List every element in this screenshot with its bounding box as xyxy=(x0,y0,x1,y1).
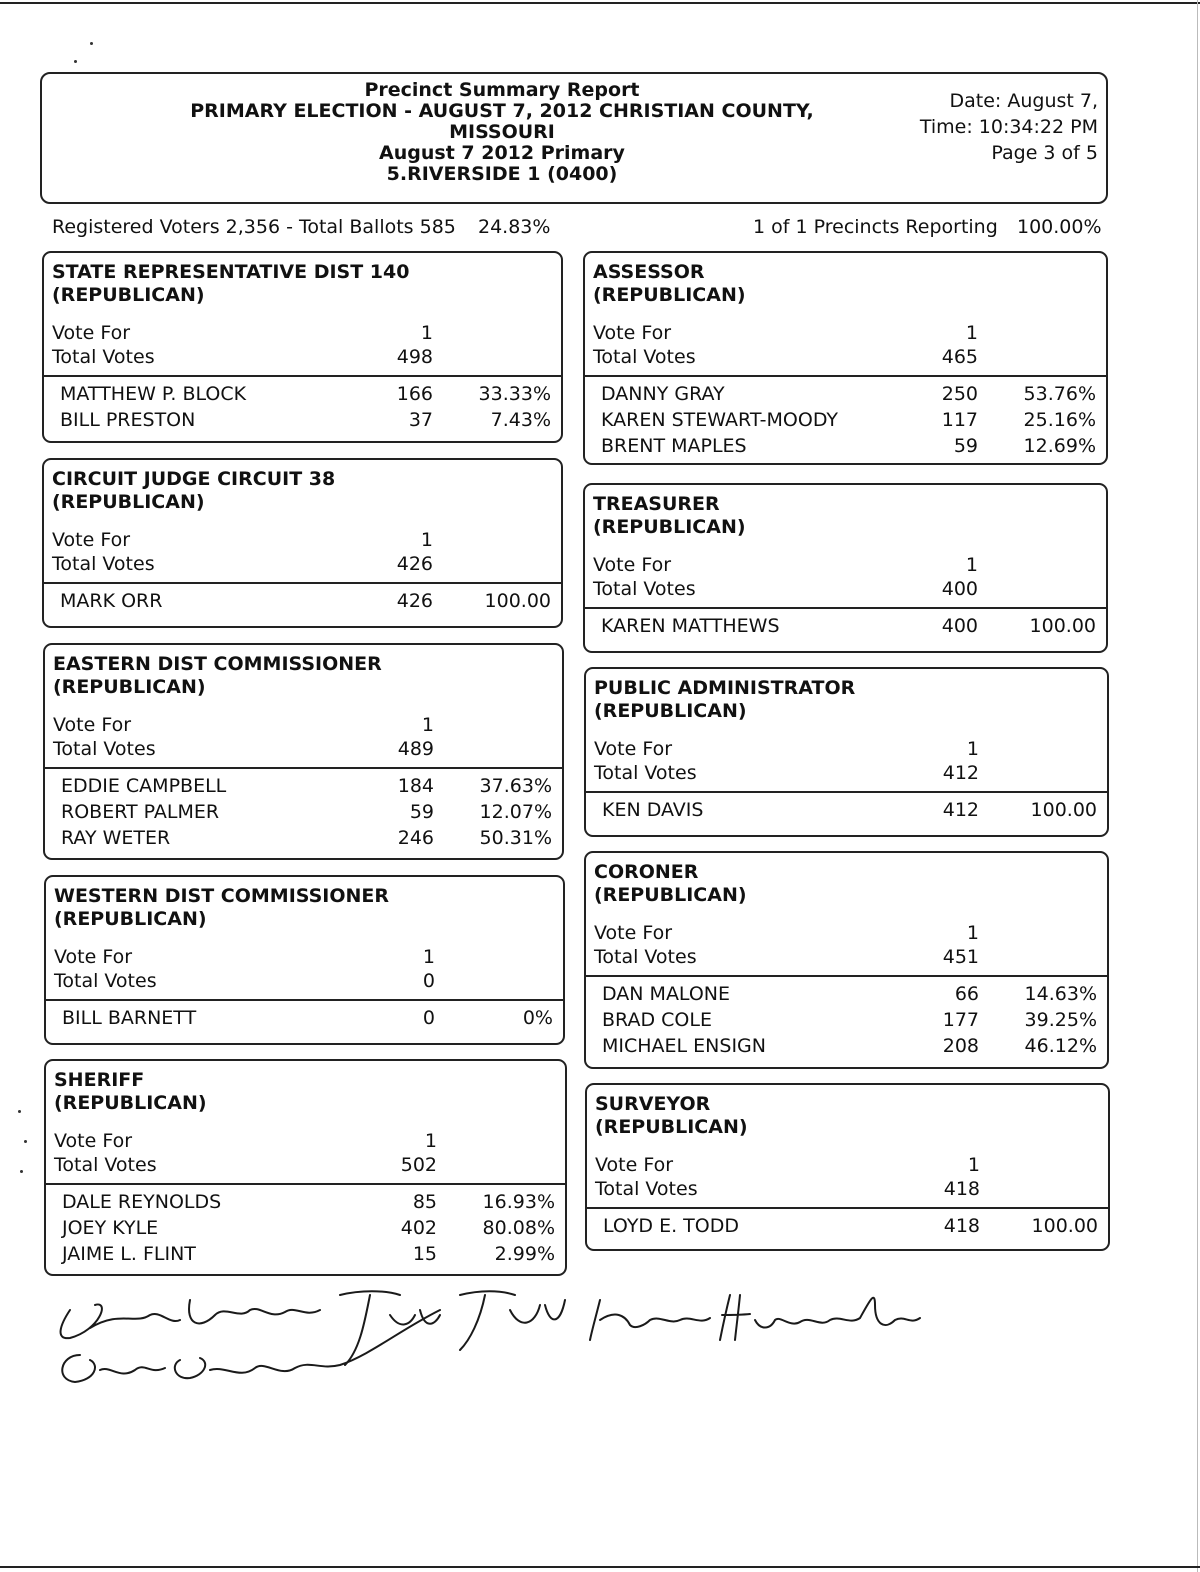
page-number: Page 3 of 5 xyxy=(991,142,1098,164)
contest-title xyxy=(593,261,1106,307)
candidate-row xyxy=(586,1033,1107,1059)
candidate-votes: 426 xyxy=(396,590,433,612)
candidate-percent: 16.93% xyxy=(482,1191,555,1213)
candidate-votes: 177 xyxy=(942,1009,979,1031)
candidate-row xyxy=(45,799,562,825)
contest-office: TREASURER xyxy=(593,493,720,515)
contest-party: (REPUBLICAN) xyxy=(594,884,747,906)
vote-for-value: 1 xyxy=(966,738,979,760)
contest-office: CIRCUIT JUDGE CIRCUIT 38 xyxy=(52,468,336,490)
contest-party: (REPUBLICAN) xyxy=(593,284,746,306)
total-votes-label: Total Votes xyxy=(594,946,697,968)
candidate-row xyxy=(587,1213,1108,1239)
contest-state-representative xyxy=(42,251,563,443)
candidate-votes: 402 xyxy=(400,1217,437,1239)
vote-for-label: Vote For xyxy=(595,1154,674,1176)
candidate-list xyxy=(586,977,1107,1065)
contest-meta xyxy=(587,1153,1108,1201)
candidate-row xyxy=(46,1005,563,1031)
total-votes-value: 498 xyxy=(396,346,433,368)
total-votes-label: Total Votes xyxy=(593,578,696,600)
vote-for-value: 1 xyxy=(424,1130,437,1152)
contest-party: (REPUBLICAN) xyxy=(54,1092,207,1114)
candidate-row xyxy=(44,407,561,433)
report-header xyxy=(40,72,1108,204)
contest-office: CORONER xyxy=(594,861,699,883)
candidate-percent: 37.63% xyxy=(479,775,552,797)
vote-for-value: 1 xyxy=(420,529,433,551)
total-votes-row xyxy=(586,945,1107,969)
vote-for-row xyxy=(44,528,561,552)
contest-title xyxy=(54,885,563,931)
vote-for-value: 1 xyxy=(965,322,978,344)
candidate-row xyxy=(585,433,1106,459)
registered-voters-summary: Registered Voters 2,356 - Total Ballots 585 xyxy=(52,216,456,238)
contest-western-dist-commissioner xyxy=(44,875,565,1045)
total-votes-row xyxy=(586,761,1107,785)
contest-circuit-judge xyxy=(42,458,563,628)
contest-office: PUBLIC ADMINISTRATOR xyxy=(594,677,856,699)
total-votes-row xyxy=(46,969,563,993)
contest-party: (REPUBLICAN) xyxy=(52,491,205,513)
candidate-votes: 412 xyxy=(942,799,979,821)
page-border-top xyxy=(0,2,1200,4)
contest-sheriff xyxy=(44,1059,567,1276)
vote-for-value: 1 xyxy=(966,922,979,944)
candidate-percent: 100.00 xyxy=(1030,799,1097,821)
total-votes-row xyxy=(44,552,561,576)
candidate-name: RAY WETER xyxy=(61,827,171,849)
vote-for-row xyxy=(585,553,1106,577)
candidate-row xyxy=(46,1241,565,1267)
candidate-percent: 100.00 xyxy=(1031,1215,1098,1237)
total-votes-value: 418 xyxy=(943,1178,980,1200)
candidate-row xyxy=(45,773,562,799)
total-votes-row xyxy=(45,737,562,761)
contest-office: ASSESSOR xyxy=(593,261,705,283)
candidate-votes: 166 xyxy=(396,383,433,405)
vote-for-value: 1 xyxy=(965,554,978,576)
contest-title xyxy=(594,677,1107,723)
vote-for-row xyxy=(46,945,563,969)
page-border-right xyxy=(1197,0,1198,1572)
contest-office: SHERIFF xyxy=(54,1069,145,1091)
contest-party: (REPUBLICAN) xyxy=(593,516,746,538)
candidate-percent: 39.25% xyxy=(1024,1009,1097,1031)
candidate-row xyxy=(46,1215,565,1241)
candidate-percent: 53.76% xyxy=(1023,383,1096,405)
total-votes-value: 451 xyxy=(942,946,979,968)
candidate-percent: 2.99% xyxy=(494,1243,555,1265)
candidate-row xyxy=(45,825,562,851)
candidate-name: MICHAEL ENSIGN xyxy=(602,1035,766,1057)
candidate-name: BRENT MAPLES xyxy=(601,435,747,457)
contest-title xyxy=(52,468,561,514)
contest-party: (REPUBLICAN) xyxy=(53,676,206,698)
candidate-name: ROBERT PALMER xyxy=(61,801,220,823)
candidate-votes: 246 xyxy=(397,827,434,849)
candidate-name: LOYD E. TODD xyxy=(603,1215,740,1237)
candidate-percent: 80.08% xyxy=(482,1217,555,1239)
contest-office: SURVEYOR xyxy=(595,1093,711,1115)
signature-karren-householder xyxy=(590,1295,920,1340)
signatures xyxy=(40,1270,940,1410)
candidate-percent: 12.07% xyxy=(479,801,552,823)
candidate-percent: 50.31% xyxy=(479,827,552,849)
candidate-name: DANNY GRAY xyxy=(601,383,725,405)
contest-meta xyxy=(46,945,563,993)
vote-for-label: Vote For xyxy=(54,946,133,968)
total-votes-label: Total Votes xyxy=(52,346,155,368)
contest-public-administrator xyxy=(584,667,1109,837)
total-votes-row xyxy=(587,1177,1108,1201)
candidate-votes: 250 xyxy=(941,383,978,405)
candidate-row xyxy=(44,588,561,614)
contest-meta xyxy=(585,553,1106,601)
candidate-votes: 15 xyxy=(412,1243,437,1265)
candidate-percent: 46.12% xyxy=(1024,1035,1097,1057)
candidate-name: DAN MALONE xyxy=(602,983,731,1005)
precincts-reporting: 1 of 1 Precincts Reporting xyxy=(753,216,998,238)
vote-for-row xyxy=(45,713,562,737)
candidate-votes: 37 xyxy=(408,409,433,431)
candidate-list xyxy=(44,584,561,620)
header-title-block xyxy=(42,80,962,185)
candidate-list xyxy=(585,609,1106,645)
contest-meta xyxy=(44,528,561,576)
candidate-name: BILL PRESTON xyxy=(60,409,196,431)
candidate-list xyxy=(44,377,561,439)
candidate-name: KEN DAVIS xyxy=(602,799,704,821)
vote-for-row xyxy=(586,737,1107,761)
signature-lisa-russell xyxy=(61,1300,320,1338)
vote-for-value: 1 xyxy=(420,322,433,344)
report-date: Date: August 7, xyxy=(949,90,1098,112)
contest-title xyxy=(54,1069,565,1115)
precincts-reporting-percent: 100.00% xyxy=(1017,216,1102,238)
candidate-list xyxy=(46,1185,565,1273)
candidate-name: KAREN MATTHEWS xyxy=(601,615,780,637)
candidate-row xyxy=(44,381,561,407)
candidate-name: KAREN STEWART-MOODY xyxy=(601,409,839,431)
candidate-row xyxy=(585,407,1106,433)
vote-for-label: Vote For xyxy=(594,922,673,944)
report-title: Precinct Summary Report xyxy=(364,79,640,101)
signature-carla-ezell xyxy=(62,1310,440,1382)
total-votes-value: 412 xyxy=(942,762,979,784)
candidate-name: JAIME L. FLINT xyxy=(62,1243,196,1265)
candidate-votes: 59 xyxy=(409,801,434,823)
candidate-name: BRAD COLE xyxy=(602,1009,712,1031)
candidate-name: JOEY KYLE xyxy=(62,1217,159,1239)
contest-title xyxy=(53,653,562,699)
contest-office: STATE REPRESENTATIVE DIST 140 xyxy=(52,261,410,283)
total-votes-label: Total Votes xyxy=(54,970,157,992)
contest-meta xyxy=(46,1129,565,1177)
candidate-votes: 59 xyxy=(953,435,978,457)
vote-for-label: Vote For xyxy=(594,738,673,760)
candidate-votes: 0 xyxy=(422,1007,435,1029)
candidate-list xyxy=(585,377,1106,465)
candidate-row xyxy=(585,381,1106,407)
election-title: PRIMARY ELECTION - AUGUST 7, 2012 CHRISTIAN COUNTY, xyxy=(190,100,814,122)
candidate-percent: 100.00 xyxy=(1029,615,1096,637)
candidate-list xyxy=(46,1001,563,1037)
contest-meta xyxy=(585,321,1106,369)
candidate-name: BILL BARNETT xyxy=(62,1007,197,1029)
total-votes-value: 489 xyxy=(397,738,434,760)
candidate-name: MARK ORR xyxy=(60,590,163,612)
candidate-name: DALE REYNOLDS xyxy=(62,1191,222,1213)
candidate-percent: 25.16% xyxy=(1023,409,1096,431)
header-meta xyxy=(920,88,1098,166)
candidate-row xyxy=(586,981,1107,1007)
contest-title xyxy=(594,861,1107,907)
vote-for-row xyxy=(587,1153,1108,1177)
signature-fritz-toff xyxy=(340,1291,565,1365)
candidate-list xyxy=(586,793,1107,829)
total-votes-value: 400 xyxy=(941,578,978,600)
vote-for-row xyxy=(585,321,1106,345)
election-state: MISSOURI xyxy=(449,121,555,143)
contest-coroner xyxy=(584,851,1109,1069)
election-name: August 7 2012 Primary xyxy=(379,142,625,164)
page-border-bottom xyxy=(0,1566,1200,1568)
vote-for-value: 1 xyxy=(422,946,435,968)
scan-speck xyxy=(90,42,93,45)
contest-meta xyxy=(45,713,562,761)
contest-treasurer xyxy=(583,483,1108,653)
candidate-row xyxy=(46,1189,565,1215)
precinct-name: 5.RIVERSIDE 1 (0400) xyxy=(386,163,618,185)
candidate-votes: 184 xyxy=(397,775,434,797)
candidate-votes: 400 xyxy=(941,615,978,637)
contest-eastern-dist-commissioner xyxy=(43,643,564,860)
total-votes-label: Total Votes xyxy=(594,762,697,784)
total-votes-label: Total Votes xyxy=(593,346,696,368)
candidate-row xyxy=(586,1007,1107,1033)
scan-speck xyxy=(20,1170,23,1173)
contest-meta xyxy=(586,737,1107,785)
candidate-votes: 66 xyxy=(954,983,979,1005)
total-votes-row xyxy=(44,345,561,369)
vote-for-label: Vote For xyxy=(52,529,131,551)
contest-title xyxy=(52,261,561,307)
vote-for-label: Vote For xyxy=(593,554,672,576)
contest-meta xyxy=(44,321,561,369)
candidate-votes: 117 xyxy=(941,409,978,431)
candidate-row xyxy=(586,797,1107,823)
vote-for-label: Vote For xyxy=(54,1130,133,1152)
turnout-percent: 24.83% xyxy=(478,216,551,238)
vote-for-value: 1 xyxy=(967,1154,980,1176)
scan-speck xyxy=(24,1140,27,1143)
candidate-percent: 33.33% xyxy=(478,383,551,405)
candidate-list xyxy=(587,1209,1108,1245)
contest-party: (REPUBLICAN) xyxy=(54,908,207,930)
total-votes-value: 0 xyxy=(422,970,435,992)
candidate-percent: 0% xyxy=(522,1007,553,1029)
vote-for-label: Vote For xyxy=(593,322,672,344)
total-votes-label: Total Votes xyxy=(595,1178,698,1200)
candidate-percent: 12.69% xyxy=(1023,435,1096,457)
vote-for-row xyxy=(44,321,561,345)
contest-party: (REPUBLICAN) xyxy=(52,284,205,306)
candidate-percent: 100.00 xyxy=(484,590,551,612)
candidate-row xyxy=(585,613,1106,639)
candidate-percent: 7.43% xyxy=(490,409,551,431)
scan-speck xyxy=(74,60,77,63)
total-votes-value: 426 xyxy=(396,553,433,575)
contest-party: (REPUBLICAN) xyxy=(594,700,747,722)
total-votes-value: 465 xyxy=(941,346,978,368)
total-votes-row xyxy=(585,577,1106,601)
report-time: Time: 10:34:22 PM xyxy=(919,116,1098,138)
vote-for-label: Vote For xyxy=(52,322,131,344)
vote-for-row xyxy=(586,921,1107,945)
total-votes-value: 502 xyxy=(400,1154,437,1176)
vote-for-row xyxy=(46,1129,565,1153)
candidate-list xyxy=(45,769,562,857)
candidate-percent: 14.63% xyxy=(1024,983,1097,1005)
candidate-votes: 208 xyxy=(942,1035,979,1057)
total-votes-label: Total Votes xyxy=(53,738,156,760)
candidate-votes: 85 xyxy=(412,1191,437,1213)
total-votes-row xyxy=(46,1153,565,1177)
contest-title xyxy=(595,1093,1108,1139)
candidate-name: EDDIE CAMPBELL xyxy=(61,775,227,797)
contest-assessor xyxy=(583,251,1108,465)
candidate-votes: 418 xyxy=(943,1215,980,1237)
contest-office: EASTERN DIST COMMISSIONER xyxy=(53,653,382,675)
contest-title xyxy=(593,493,1106,539)
vote-for-label: Vote For xyxy=(53,714,132,736)
contest-office: WESTERN DIST COMMISSIONER xyxy=(54,885,390,907)
contest-surveyor xyxy=(585,1083,1110,1251)
total-votes-label: Total Votes xyxy=(54,1154,157,1176)
candidate-name: MATTHEW P. BLOCK xyxy=(60,383,247,405)
vote-for-value: 1 xyxy=(421,714,434,736)
scan-speck xyxy=(18,1110,21,1113)
total-votes-label: Total Votes xyxy=(52,553,155,575)
contest-party: (REPUBLICAN) xyxy=(595,1116,748,1138)
contest-meta xyxy=(586,921,1107,969)
total-votes-row xyxy=(585,345,1106,369)
